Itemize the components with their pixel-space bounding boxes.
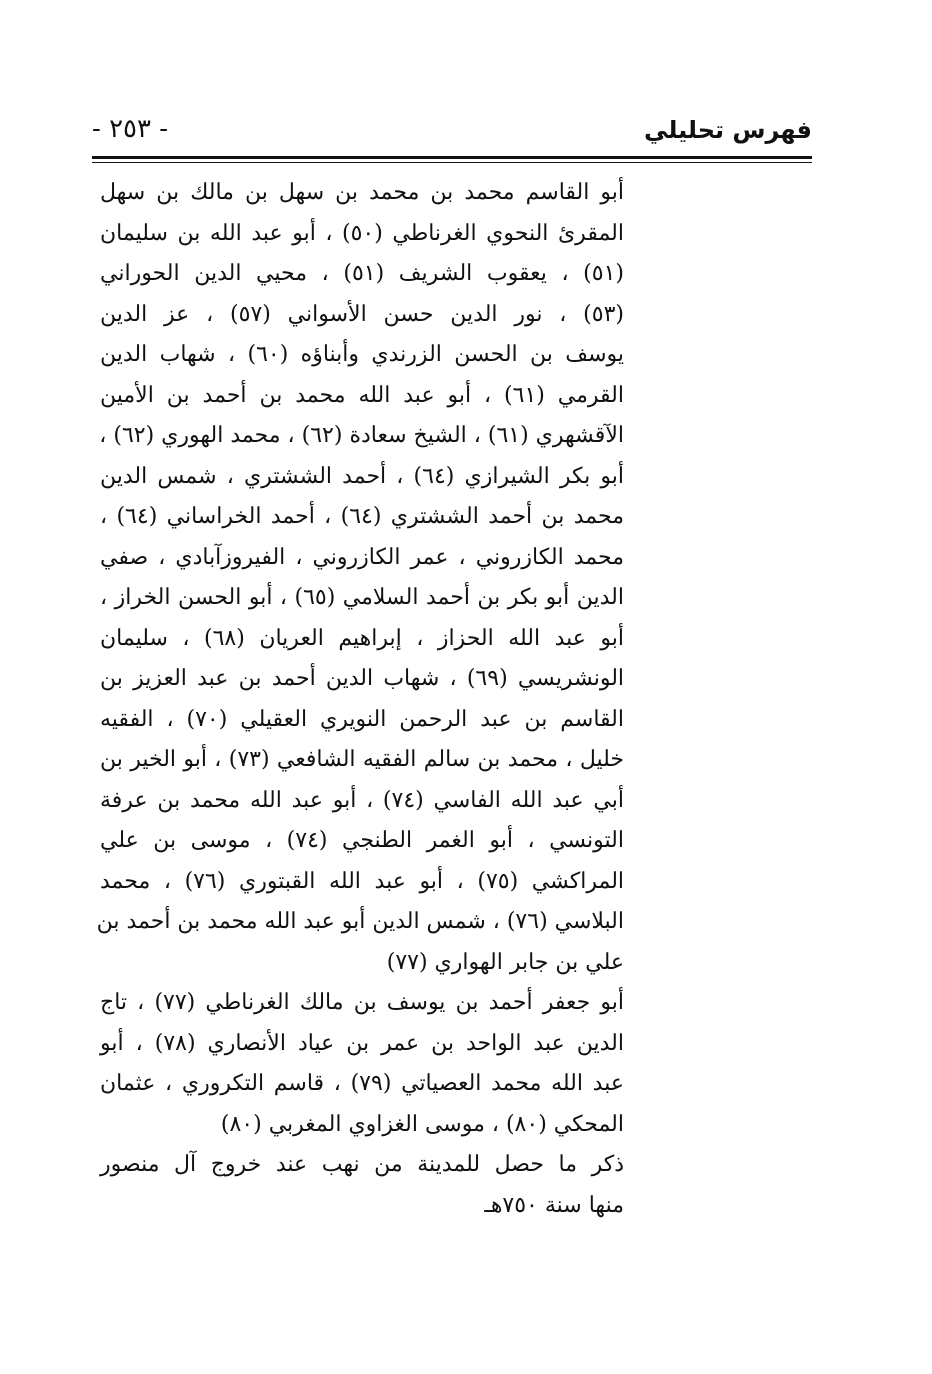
text-line: محمد بن أحمد الششتري (٦٤) ، أحمد الخراساني (٦٤) ، [100, 504, 624, 529]
text-line: محمد الكازروني ، عمر الكازروني ، الفيروزآبادي ، صفي [100, 544, 624, 570]
text-line: (٥١) ، يعقوب الشريف (٥١) ، محيي الدين الحوراني [100, 261, 624, 286]
text-line: أبو القاسم محمد بن محمد بن سهل بن مالك بن سهل [100, 180, 624, 205]
text-line: عبد الله محمد العصياتي (٧٩) ، قاسم التكروري ، عثمان [100, 1071, 624, 1096]
text-line: أبو عبد الله الحزاز ، إبراهيم العريان (٦٨) ، سليمان [100, 625, 624, 651]
text-line: الدين عبد الواحد بن عمر بن عياد الأنصاري (٧٨) ، أبو [100, 1030, 624, 1056]
text-line: الدين أبو بكر بن أحمد السلامي (٦٥) ، أبو الحسن الخراز ، [100, 585, 624, 610]
text-line: البلاسي (٧٦) ، شمس الدين أبو عبد الله محمد بن أحمد بن [96, 909, 624, 934]
text-line: القرمي (٦١) ، أبو عبد الله محمد بن أحمد بن الأمين [100, 382, 624, 408]
header-rule-thin [92, 162, 812, 163]
running-title: فهرس تحليلي [644, 116, 812, 144]
text-line: علي بن جابر الهواري (٧٧) [386, 949, 624, 975]
text-line: أبي عبد الله الفاسي (٧٤) ، أبو عبد الله محمد بن عرفة [100, 787, 624, 813]
text-line: المقرئ النحوي الغرناطي (٥٠) ، أبو عبد الله بن سليمان [100, 220, 624, 246]
text-line: المراكشي (٧٥) ، أبو عبد الله القبتوري (٧٦) ، محمد [100, 868, 625, 894]
text-line: القاسم بن عبد الرحمن النويري العقيلي (٧٠) ، الفقيه [100, 706, 624, 732]
text-line: الآقشهري (٦١) ، الشيخ سعادة (٦٢) ، محمد الهوري (٦٢) ، [99, 423, 624, 448]
index-body [96, 173, 625, 1226]
text-line: التونسي ، أبو الغمر الطنجي (٧٤) ، موسى بن علي [100, 828, 624, 853]
text-line: أبو بكر الشيرازي (٦٤) ، أحمد الششتري ، شمس الدين [100, 463, 624, 489]
text-line: يوسف بن الحسن الزرندي وأبناؤه (٦٠) ، شهاب الدين [100, 342, 624, 367]
text-line: أبو جعفر أحمد بن يوسف بن مالك الغرناطي (٧٧) ، تاج [100, 990, 624, 1015]
header-rule-thick [92, 156, 812, 159]
text-line: منها سنة ٧٥٠هـ [484, 1192, 624, 1218]
page-number: - ٢٥٣ - [92, 114, 169, 144]
text-line: (٥٣) ، نور الدين حسن الأسواني (٥٧) ، عز الدين [100, 301, 624, 327]
text-line: ذكر ما حصل للمدينة من نهب عند خروج آل منصور [100, 1152, 624, 1177]
text-line: المحكي (٨٠) ، موسى الغزاوي المغربي (٨٠) [220, 1111, 624, 1137]
text-line: الونشريسي (٦٩) ، شهاب الدين أحمد بن عبد العزيز بن [100, 666, 625, 691]
page-header [92, 112, 812, 154]
text-line: خليل ، محمد بن سالم الفقيه الشافعي (٧٣) ، أبو الخير بن [100, 747, 625, 772]
